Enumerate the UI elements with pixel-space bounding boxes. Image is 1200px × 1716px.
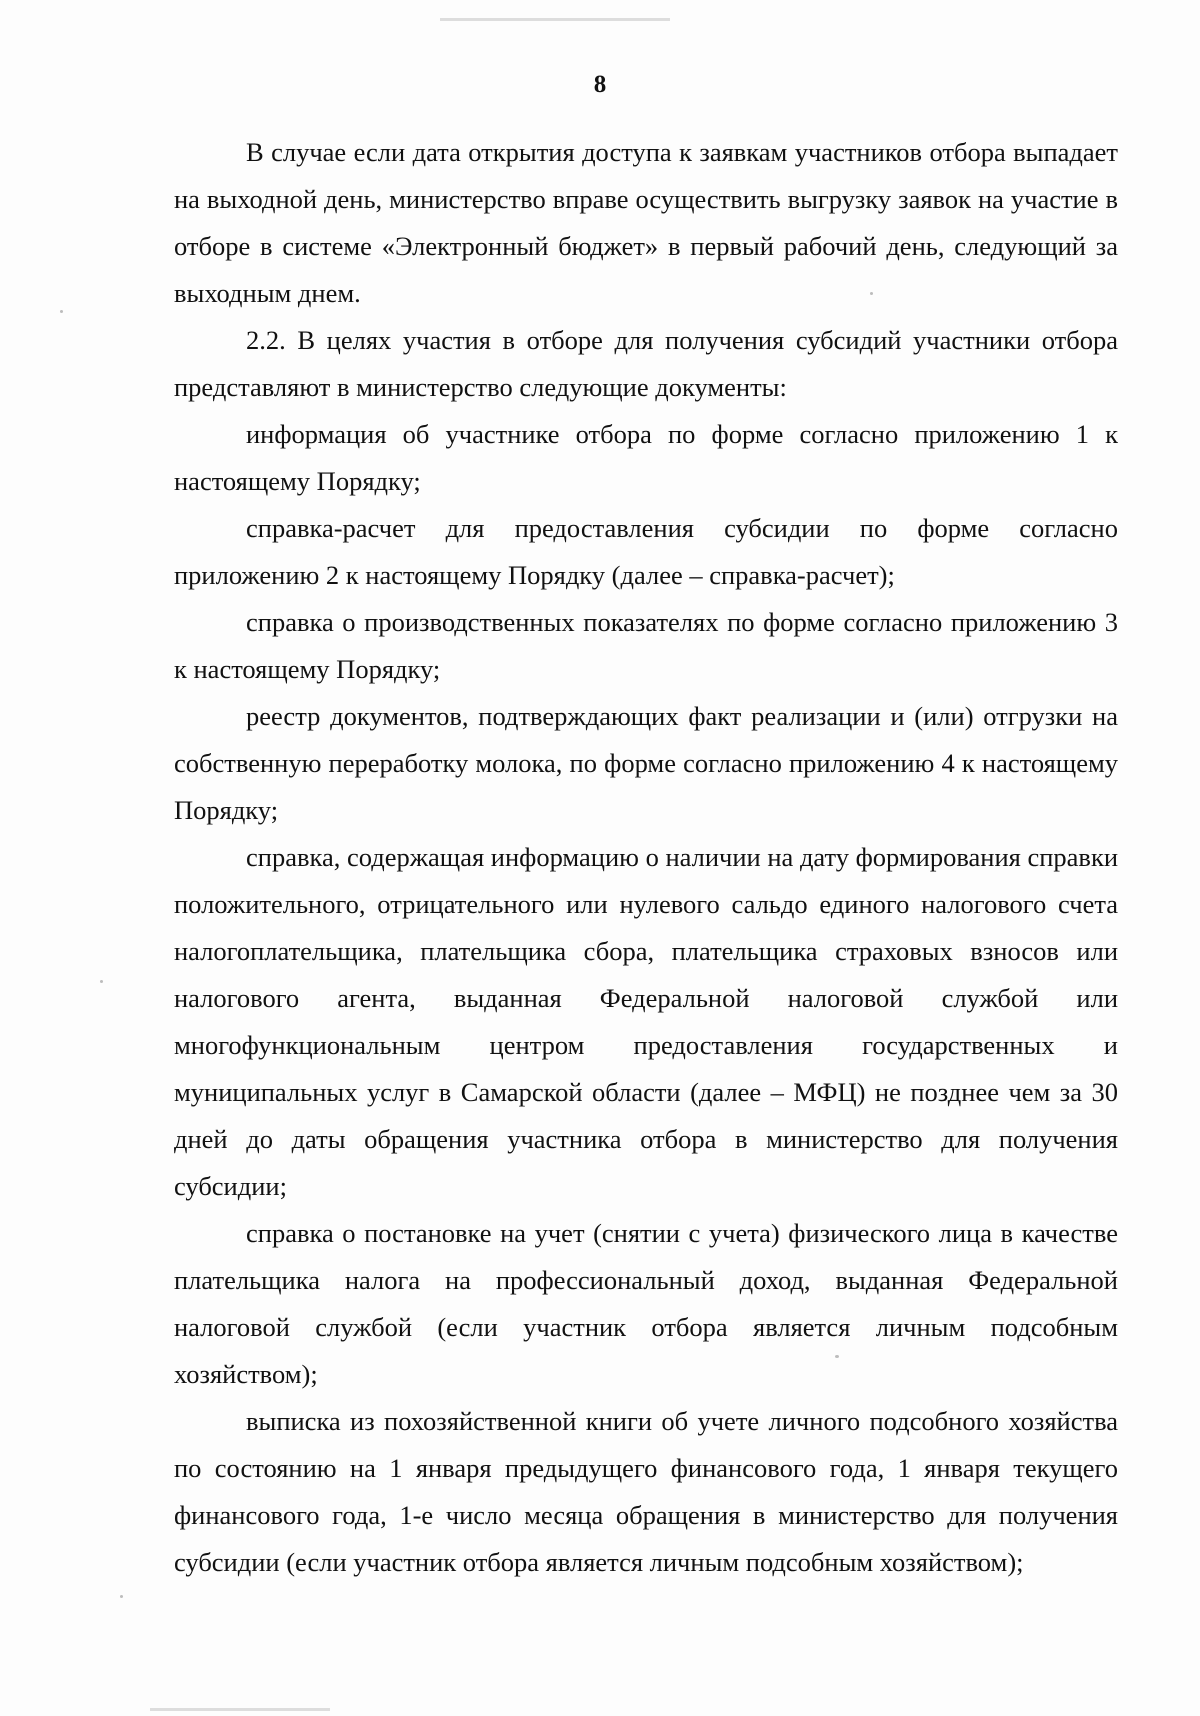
page-number: 8 (593, 71, 607, 98)
scan-artifact-top (440, 18, 670, 21)
scan-speck (100, 980, 103, 983)
paragraph-participant-info: информация об участнике отбора по форме согласно приложению 1 к настоящему Порядку; (174, 419, 1118, 496)
paragraph-household-book-extract: выписка из похозяйственной книги об учете личного подсобного хозяйства по состоянию на 1 января предыдущего финансового года, 1 января текущего финансового года, 1-е число месяца обращения в министерство для получения субсидии (если участник отбора является личным подсобным хозяйством); (174, 1406, 1118, 1577)
scan-speck (120, 1595, 123, 1598)
scan-artifact-bottom-left (150, 1708, 330, 1711)
paragraph-application-access-date: В случае если дата открытия доступа к заявкам участников отбора выпадает на выходной день, министерство вправе осуществить выгрузку заявок на участие в отборе в системе «Электронный бюджет» в первый рабочий день, следующий за выходным днем. (174, 137, 1118, 308)
paragraph-tax-balance-certificate: справка, содержащая информацию о наличии на дату формирования справки положительного, отрицательного или нулевого сальдо единого налогового счета налогоплательщика, плательщика сбора, плательщика страховых взносов или налогового агента, выданная Федеральной налоговой службой или многофункциональным центром предоставления государственных и муниципальных услуг в Самарской области (далее – МФЦ) не позднее чем за 30 дней до даты обращения участника отбора в министерство для получения субсидии; (174, 842, 1118, 1201)
document-body (174, 129, 1118, 1586)
paragraph-production-indicators: справка о производственных показателях по форме согласно приложению 3 к настоящему Порядку; (174, 607, 1118, 684)
paragraph-documents-registry: реестр документов, подтверждающих факт реализации и (или) отгрузки на собственную переработку молока, по форме согласно приложению 4 к настоящему Порядку; (174, 701, 1118, 825)
paragraph-professional-income-tax: справка о постановке на учет (снятии с учета) физического лица в качестве плательщика налога на профессиональный доход, выданная Федеральной налоговой службой (если участник отбора является личным подсобным хозяйством); (174, 1218, 1118, 1389)
paragraph-calculation-certificate: справка-расчет для предоставления субсидии по форме согласно приложению 2 к настоящему Порядку (далее – справка-расчет); (174, 513, 1118, 590)
scan-speck (60, 310, 63, 313)
paragraph-section-2-2: 2.2. В целях участия в отборе для получения субсидий участники отбора представляют в министерство следующие документы: (174, 325, 1118, 402)
